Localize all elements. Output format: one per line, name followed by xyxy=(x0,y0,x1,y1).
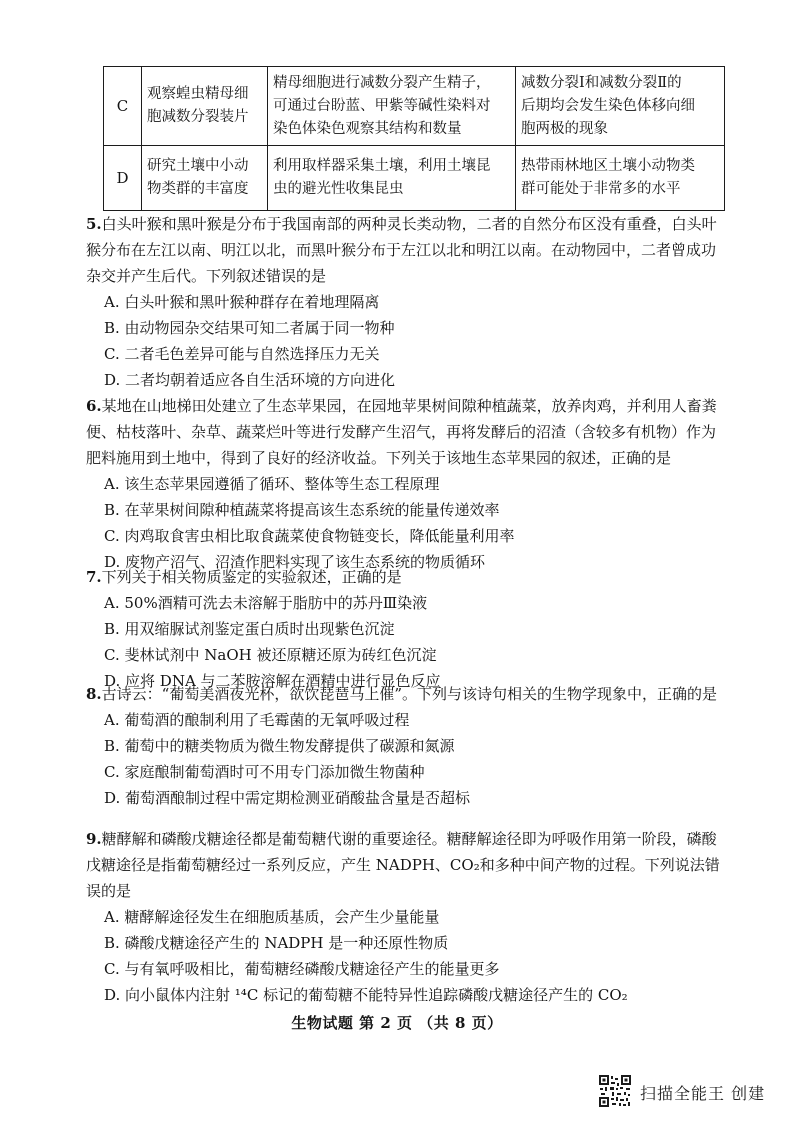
option-b: B. 葡萄中的糖类物质为微生物发酵提供了碳源和氮源 xyxy=(104,737,455,755)
question-stem: 下列关于相关物质鉴定的实验叙述，正确的是 xyxy=(101,568,402,586)
question-number: 8. xyxy=(86,685,102,703)
table-row xyxy=(104,67,725,146)
option-a: A. 该生态苹果园遵循了循环、整体等生态工程原理 xyxy=(104,475,440,493)
question-9 xyxy=(86,826,726,1008)
question-number: 9. xyxy=(86,830,102,848)
question-6 xyxy=(86,393,726,575)
option-c: C. 二者毛色差异可能与自然选择压力无关 xyxy=(104,345,380,363)
experiment-result: 热带雨林地区土壤小动物类 群可能处于非常多的水平 xyxy=(516,146,725,211)
qr-code-icon xyxy=(598,1074,632,1108)
question-5 xyxy=(86,211,726,393)
option-d: D. 废物产沼气、沼渣作肥料实现了该生态系统的物质循环 xyxy=(104,553,486,571)
row-letter: C xyxy=(104,67,142,146)
option-d: D. 二者均朝着适应各自生活环境的方向进化 xyxy=(104,371,396,389)
question-8 xyxy=(86,681,726,811)
option-b: B. 在苹果树间隙种植蔬菜将提高该生态系统的能量传递效率 xyxy=(104,501,500,519)
experiment-method: 利用取样器采集土壤，利用土壤昆 虫的避光性收集昆虫 xyxy=(268,146,516,211)
row-letter: D xyxy=(104,146,142,211)
question-stem: 某地在山地梯田处建立了生态苹果园，在园地苹果树间隙种植蔬菜，放养肉鸡，并利用人畜粪便、枯枝落叶、杂草、蔬菜烂叶等进行发酵产生沼气，再将发酵后的沼渣（含较多有机物）作为肥料施用到土地中，得到了良好的经济收益。下列关于该地生态苹果园的叙述，正确的是 xyxy=(86,397,717,467)
experiment-table xyxy=(103,66,725,211)
scanner-watermark: 扫描全能王 创建 xyxy=(640,1084,766,1103)
option-c: C. 与有氧呼吸相比，葡萄糖经磷酸戊糖途径产生的能量更多 xyxy=(104,960,500,978)
option-c: C. 斐林试剂中 NaOH 被还原糖还原为砖红色沉淀 xyxy=(104,646,437,664)
option-b: B. 由动物园杂交结果可知二者属于同一物种 xyxy=(104,319,395,337)
option-d: D. 向小鼠体内注射 ¹⁴C 标记的葡萄糖不能特异性追踪磷酸戊糖途径产生的 CO₂ xyxy=(104,986,628,1004)
experiment-name: 观察蝗虫精母细 胞减数分裂装片 xyxy=(142,67,268,146)
option-c: C. 肉鸡取食害虫相比取食蔬菜使食物链变长，降低能量利用率 xyxy=(104,527,515,545)
option-a: A. 糖酵解途径发生在细胞质基质，会产生少量能量 xyxy=(104,908,440,926)
option-d: D. 葡萄酒酿制过程中需定期检测亚硝酸盐含量是否超标 xyxy=(104,789,471,807)
question-number: 5. xyxy=(86,215,102,233)
question-number: 6. xyxy=(86,397,102,415)
option-b: B. 磷酸戊糖途径产生的 NADPH 是一种还原性物质 xyxy=(104,934,449,952)
question-number: 7. xyxy=(86,568,102,586)
option-a: A. 50%酒精可洗去未溶解于脂肪中的苏丹Ⅲ染液 xyxy=(104,594,428,612)
option-a: A. 白头叶猴和黑叶猴种群存在着地理隔离 xyxy=(104,293,380,311)
question-stem: 古诗云：“葡萄美酒夜光杯，欲饮琵琶马上催”。下列与该诗句相关的生物学现象中，正确的是 xyxy=(101,685,718,703)
table-row xyxy=(104,146,725,211)
option-c: C. 家庭酿制葡萄酒时可不用专门添加微生物菌种 xyxy=(104,763,425,781)
question-stem: 白头叶猴和黑叶猴是分布于我国南部的两种灵长类动物，二者的自然分布区没有重叠，白头叶猴分布在左江以南、明江以北，而黑叶猴分布于左江以北和明江以南。在动物园中，二者曾成功杂交并产生后代。下列叙述错误的是 xyxy=(86,215,717,285)
question-7 xyxy=(86,564,726,694)
experiment-method: 精母细胞进行减数分裂产生精子， 可通过台盼蓝、甲紫等碱性染料对 染色体染色观察其结构和数量 xyxy=(268,67,516,146)
option-d: D. 应将 DNA 与二苯胺溶解在酒精中进行显色反应 xyxy=(104,672,441,690)
page-footer: 生物试题 第 2 页 （共 8 页） xyxy=(291,1014,503,1032)
experiment-name: 研究土壤中小动 物类群的丰富度 xyxy=(142,146,268,211)
question-stem: 糖酵解和磷酸戊糖途径都是葡萄糖代谢的重要途径。糖酵解途径即为呼吸作用第一阶段，磷酸戊糖途径是指葡萄糖经过一系列反应，产生 NADPH、CO₂和多种中间产物的过程。下列说法错误的是 xyxy=(86,830,720,900)
option-b: B. 用双缩脲试剂鉴定蛋白质时出现紫色沉淀 xyxy=(104,620,395,638)
experiment-result: 减数分裂Ⅰ和减数分裂Ⅱ的 后期均会发生染色体移向细 胞两极的现象 xyxy=(516,67,725,146)
option-a: A. 葡萄酒的酿制利用了毛霉菌的无氧呼吸过程 xyxy=(104,711,410,729)
